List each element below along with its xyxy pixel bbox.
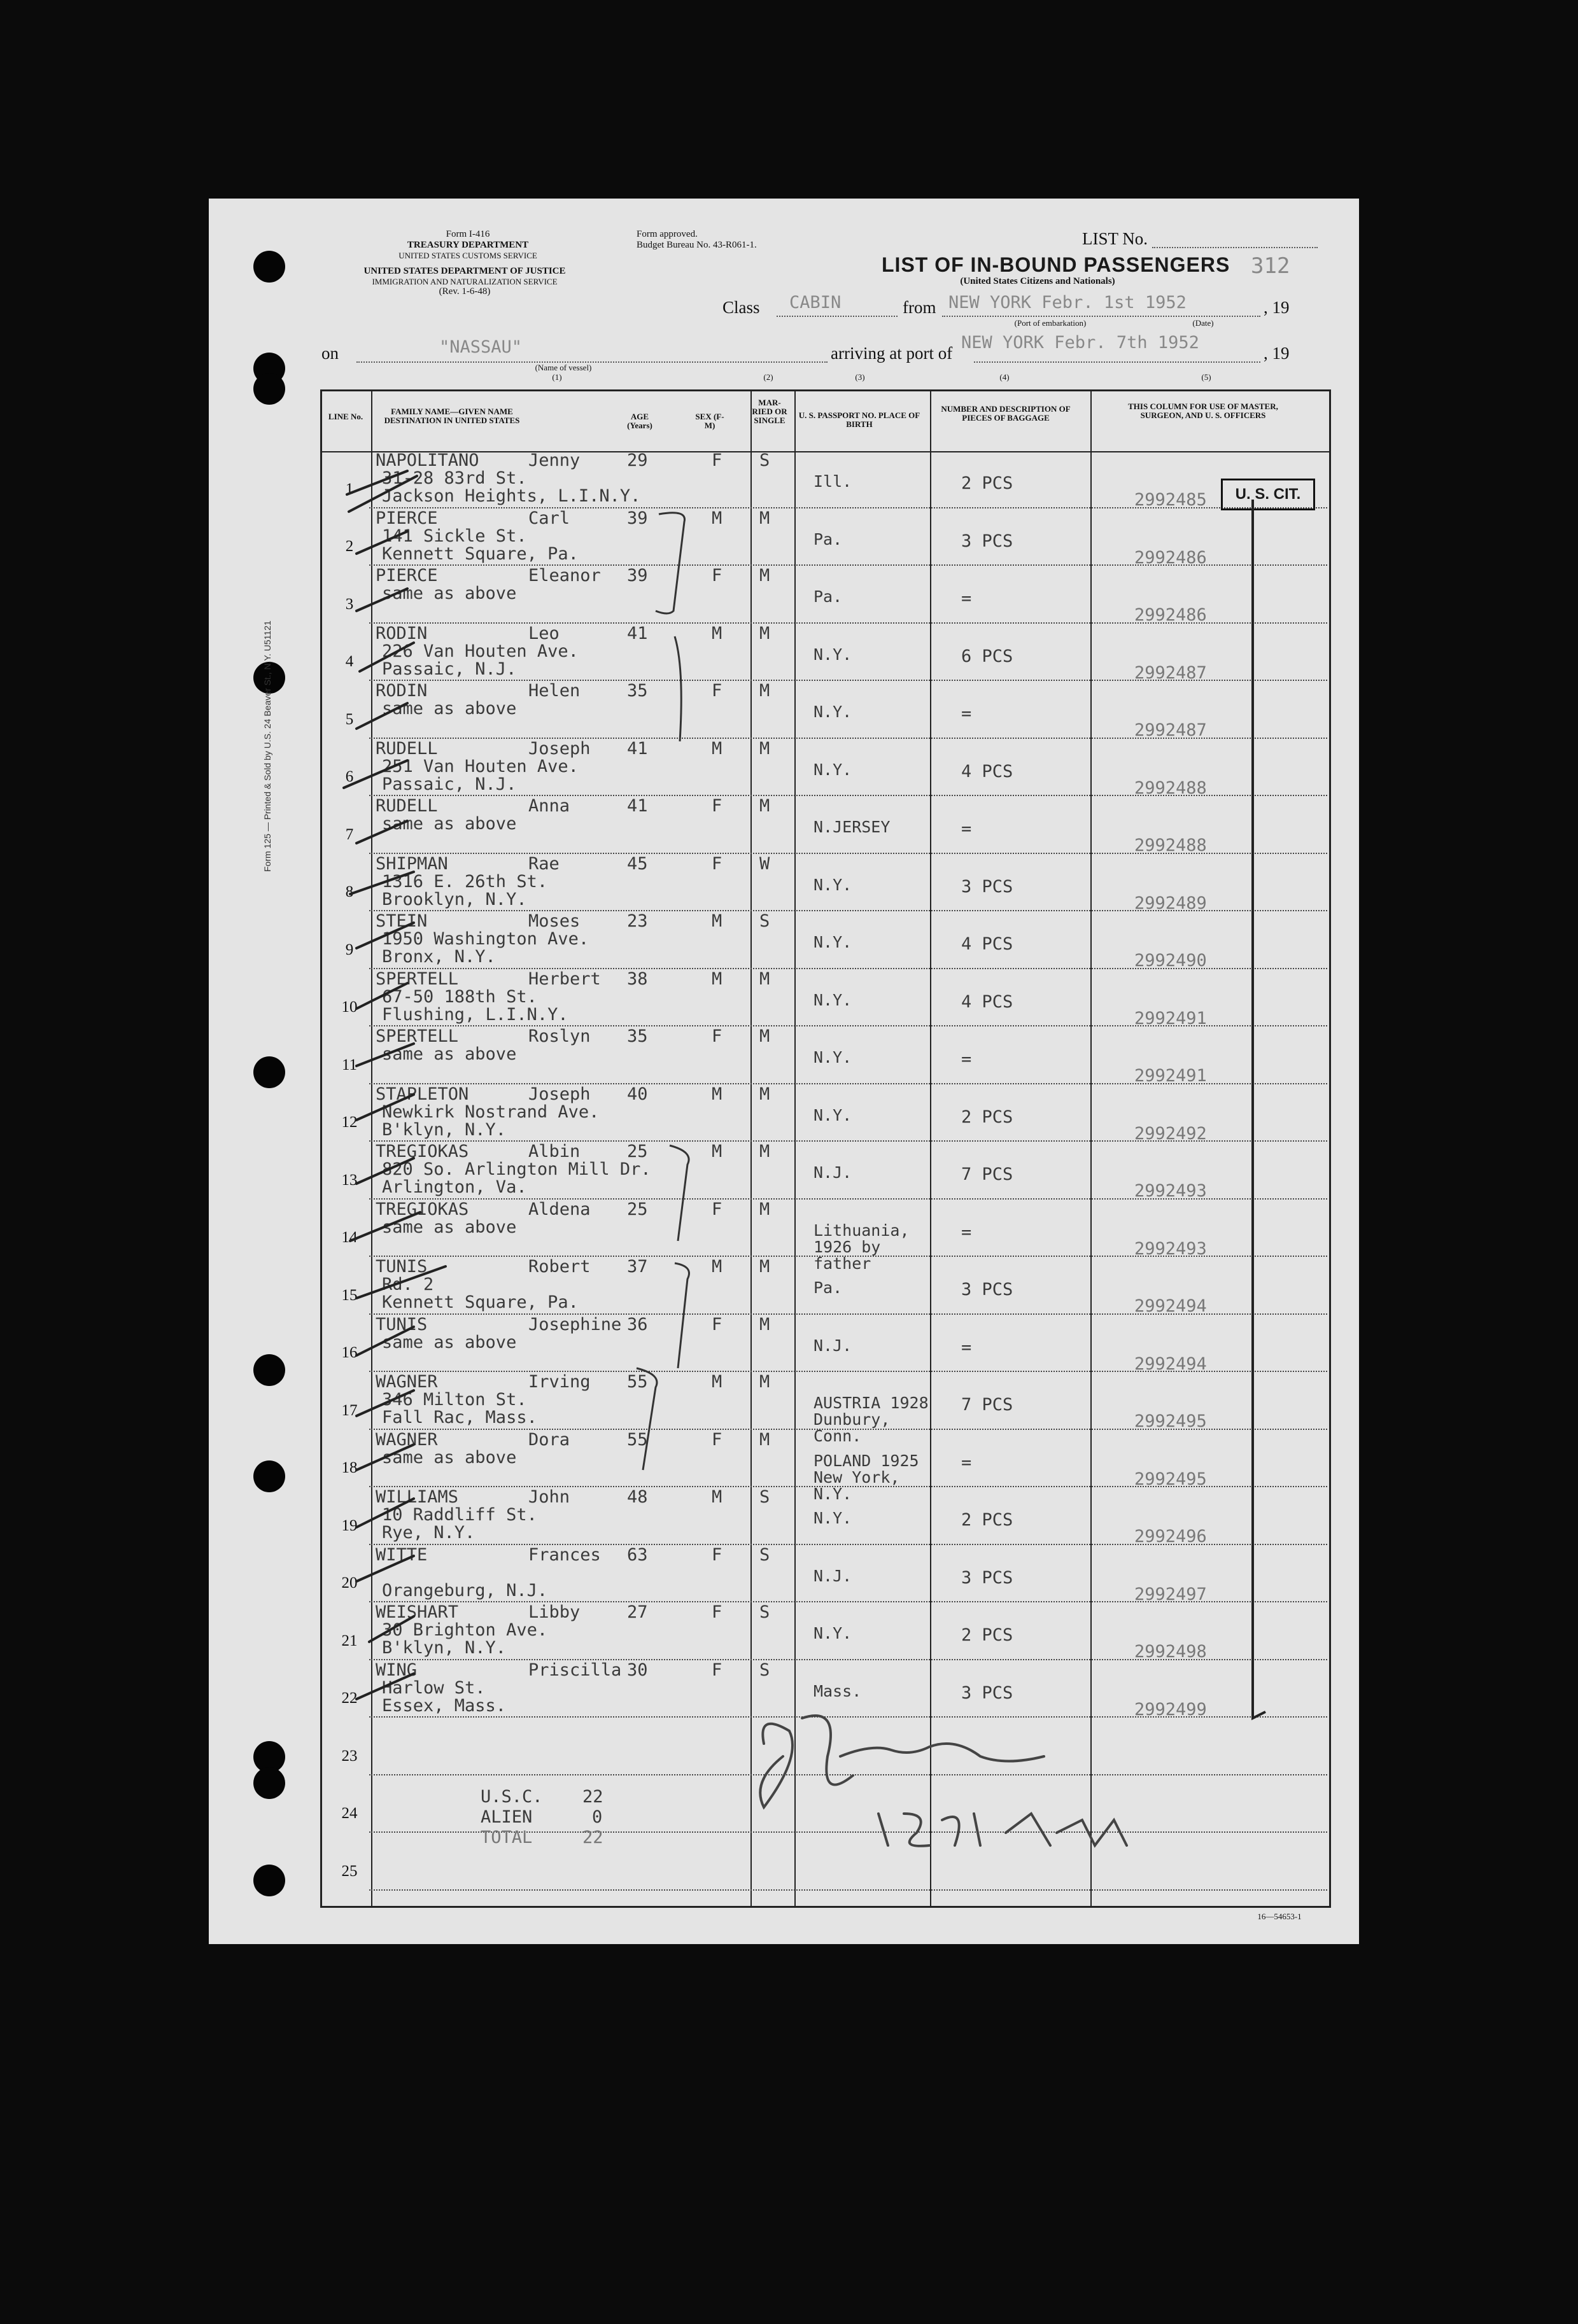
passenger-sex: M [712, 1142, 722, 1161]
passenger-family-name: NAPOLITANO [376, 451, 479, 470]
passenger-baggage: = [961, 1337, 972, 1357]
passenger-birthplace: Pa. [814, 587, 843, 606]
list-number: 312 [1251, 253, 1290, 279]
passenger-address-line1: 226 Van Houten Ave. [382, 641, 579, 661]
col-passport: U. S. PASSPORT NO. PLACE OF BIRTH [798, 410, 920, 429]
revision: (Rev. 1-6-48) [439, 286, 491, 297]
line-number: 12 [341, 1114, 358, 1131]
passenger-given-name: Aldena [528, 1199, 591, 1219]
passenger-marital-status: W [759, 853, 770, 874]
passenger-number: 2992495 [1134, 1469, 1207, 1489]
line-number: 5 [345, 710, 354, 728]
passenger-given-name: Irving [528, 1372, 591, 1392]
passenger-baggage: 3 PCS [961, 531, 1013, 551]
footer-form-code: 16—54653-1 [1257, 1912, 1302, 1921]
passenger-number: 2992499 [1134, 1699, 1207, 1719]
passenger-age: 23 [627, 911, 648, 931]
passenger-marital-status: M [759, 681, 770, 701]
passenger-given-name: Josephine [528, 1314, 622, 1334]
passenger-marital-status: M [759, 1199, 770, 1219]
form-approved: Form approved. [637, 229, 698, 239]
passenger-age: 41 [627, 796, 648, 816]
col-baggage: NUMBER AND DESCRIPTION OF PIECES OF BAGGAGE [941, 404, 1071, 423]
passenger-address-line2: Orangeburg, N.J. [382, 1580, 548, 1600]
passenger-marital-status: M [759, 566, 770, 585]
passenger-sex: F [712, 1199, 722, 1219]
passenger-baggage: 2 PCS [961, 473, 1013, 493]
passenger-address-line1: 141 Sickle St. [382, 526, 527, 546]
passenger-birthplace: AUSTRIA 1928 Dunbury, Conn. [814, 1394, 929, 1445]
customs-service: UNITED STATES CUSTOMS SERVICE [398, 251, 537, 260]
passenger-age: 25 [627, 1199, 648, 1219]
passenger-number: 2992493 [1134, 1181, 1207, 1201]
list-no-label: LIST No. [1082, 229, 1148, 248]
passenger-birthplace: N.Y. [814, 760, 852, 779]
passenger-address-line1: same as above [382, 1332, 517, 1352]
passenger-marital-status: M [759, 1372, 770, 1392]
passenger-birthplace: N.Y. [814, 875, 852, 894]
passenger-age: 55 [627, 1372, 648, 1392]
passenger-family-name: SHIPMAN [376, 853, 448, 874]
passenger-family-name: WEISHART [376, 1602, 459, 1622]
passenger-marital-status: S [759, 1487, 770, 1507]
passenger-family-name: STAPLETON [376, 1084, 469, 1104]
treasury-dept: TREASURY DEPARTMENT [407, 240, 529, 250]
passenger-age: 45 [627, 853, 648, 874]
passenger-birthplace: N.Y. [814, 990, 852, 1009]
passenger-sex: F [712, 1544, 722, 1565]
passenger-address-line1: 1950 Washington Ave. [382, 929, 589, 949]
passenger-given-name: Dora [528, 1429, 570, 1450]
passenger-given-name: Eleanor [528, 566, 601, 585]
passenger-birthplace: N.J. [814, 1163, 852, 1182]
col-sex: SEX (F-M) [695, 412, 724, 430]
passenger-number: 2992491 [1134, 1008, 1207, 1028]
line-number: 19 [341, 1516, 358, 1534]
passenger-address-line2: Bronx, N.Y. [382, 947, 496, 967]
passenger-sex: M [712, 738, 722, 759]
passenger-marital-status: M [759, 623, 770, 643]
passenger-sex: M [712, 508, 722, 528]
passenger-address-line1: 1316 E. 26th St. [382, 871, 548, 892]
passenger-address-line2: Fall Rac, Mass. [382, 1408, 537, 1427]
line-number: 1 [345, 480, 354, 498]
passenger-address-line1: same as above [382, 1044, 517, 1064]
passenger-family-name: WING [376, 1660, 418, 1680]
passenger-family-name: STEIN [376, 911, 428, 931]
passenger-birthplace: Pa. [814, 529, 843, 549]
passenger-number: 2992497 [1134, 1584, 1207, 1604]
passenger-family-name: RODIN [376, 623, 428, 643]
line-number: 2 [345, 538, 354, 555]
passenger-age: 55 [627, 1429, 648, 1450]
passenger-address-line2: Kennett Square, Pa. [382, 543, 579, 564]
line-number: 22 [341, 1690, 358, 1707]
passenger-sex: M [712, 1487, 722, 1507]
passenger-age: 25 [627, 1142, 648, 1161]
passenger-family-name: RUDELL [376, 738, 438, 759]
passenger-family-name: WAGNER [376, 1372, 438, 1392]
total-alien-value: 0 [592, 1807, 603, 1827]
budget-bureau: Budget Bureau No. 43-R061-1. [637, 240, 757, 250]
page-title: LIST OF IN-BOUND PASSENGERS [882, 253, 1230, 276]
passenger-family-name: WITTE [376, 1544, 428, 1565]
vessel-note: (Name of vessel) [535, 363, 592, 372]
passenger-age: 39 [627, 566, 648, 585]
passenger-marital-status: M [759, 508, 770, 528]
line-number: 21 [341, 1632, 358, 1649]
passenger-birthplace: N.Y. [814, 703, 852, 721]
passenger-baggage: 4 PCS [961, 761, 1013, 781]
passenger-marital-status: M [759, 1026, 770, 1046]
passenger-baggage: 7 PCS [961, 1165, 1013, 1184]
passenger-baggage: = [961, 704, 972, 724]
passenger-age: 36 [627, 1314, 648, 1334]
passenger-sex: M [712, 911, 722, 931]
passenger-number: 2992494 [1134, 1296, 1207, 1316]
passenger-baggage: 3 PCS [961, 1683, 1013, 1703]
passenger-sex: F [712, 1314, 722, 1334]
passenger-sex: F [712, 796, 722, 816]
line-number: 10 [341, 998, 358, 1016]
passenger-address-line2: Essex, Mass. [382, 1695, 507, 1716]
passenger-sex: M [712, 969, 722, 989]
passenger-number: 2992489 [1134, 893, 1207, 913]
passenger-address-line1: 251 Van Houten Ave. [382, 756, 579, 776]
class-value: CABIN [789, 293, 842, 312]
passenger-family-name: WILLIAMS [376, 1487, 459, 1507]
passenger-birthplace: POLAND 1925 New York, N.Y. [814, 1451, 919, 1503]
passenger-address-line2: Brooklyn, N.Y. [382, 889, 527, 909]
date-note: (Date) [1192, 318, 1214, 328]
passenger-birthplace: N.Y. [814, 1048, 852, 1067]
passenger-address-line1: 67-50 188th St. [382, 986, 537, 1007]
passenger-age: 40 [627, 1084, 648, 1104]
passenger-address-line1: 820 So. Arlington Mill Dr. [382, 1159, 651, 1179]
us-citizen-stamp: U. S. CIT. [1221, 479, 1315, 510]
passenger-age: 48 [627, 1487, 648, 1507]
passenger-given-name: Jenny [528, 451, 581, 470]
passenger-sex: F [712, 1429, 722, 1450]
line-number: 8 [345, 883, 354, 900]
passenger-baggage: 2 PCS [961, 1510, 1013, 1530]
passenger-address-line2: Flushing, L.I.N.Y. [382, 1004, 568, 1025]
passenger-address-line1: same as above [382, 1217, 517, 1237]
passenger-sex: F [712, 853, 722, 874]
passenger-age: 27 [627, 1602, 648, 1622]
passenger-marital-status: M [759, 969, 770, 989]
line-number: 16 [341, 1344, 358, 1361]
line-number: 7 [345, 825, 354, 843]
passenger-family-name: TREGIOKAS [376, 1199, 469, 1219]
col-name: FAMILY NAME—GIVEN NAME DESTINATION IN UNITED STATES [384, 407, 520, 425]
passenger-age: 29 [627, 451, 648, 470]
passenger-baggage: 2 PCS [961, 1625, 1013, 1645]
col-married: MAR-RIED OR SINGLE [752, 398, 787, 425]
line-number: 6 [345, 768, 354, 785]
passenger-marital-status: S [759, 1602, 770, 1622]
from-value: NEW YORK Febr. 1st 1952 [948, 293, 1187, 312]
passenger-age: 39 [627, 508, 648, 528]
passenger-family-name: TUNIS [376, 1314, 428, 1334]
passenger-sex: M [712, 1372, 722, 1392]
arrival-value: NEW YORK Febr. 7th 1952 [961, 333, 1199, 353]
line-number: 18 [341, 1459, 358, 1476]
passenger-address-line1: 30 Brighton Ave. [382, 1620, 548, 1640]
margin-printer-note: Form 125 — Printed & Sold by U.S. 24 Beaver St., N.Y. U51121 [262, 620, 272, 872]
justice-dept: UNITED STATES DEPARTMENT OF JUSTICE [363, 266, 566, 276]
passenger-marital-status: M [759, 738, 770, 759]
passenger-birthplace: N.Y. [814, 933, 852, 951]
passenger-birthplace: N.Y. [814, 1509, 852, 1527]
bracket-marks [637, 513, 689, 1470]
passenger-address-line2: B'klyn, N.Y. [382, 1119, 507, 1140]
passenger-address-line2: Passaic, N.J. [382, 659, 517, 679]
passenger-age: 35 [627, 1026, 648, 1046]
passenger-age: 30 [627, 1660, 648, 1680]
passenger-baggage: = [961, 1452, 972, 1473]
line-number: 4 [345, 653, 354, 670]
total-alien-label: ALIEN [481, 1807, 533, 1827]
passenger-address-line2: Rye, N.Y. [382, 1523, 476, 1543]
line-number: 3 [345, 595, 354, 613]
passenger-address-line1: same as above [382, 584, 517, 603]
passenger-sex: M [712, 1257, 722, 1277]
passenger-address-line1: same as above [382, 814, 517, 834]
passenger-marital-status: M [759, 796, 770, 816]
port-embark-note: (Port of embarkation) [1014, 318, 1087, 328]
passenger-number: 2992488 [1134, 778, 1207, 798]
from-year: , 19 [1264, 298, 1290, 317]
passenger-family-name: SPERTELL [376, 969, 459, 989]
passenger-birthplace: Mass. [814, 1681, 862, 1700]
total-value: 22 [582, 1828, 603, 1847]
passenger-marital-status: S [759, 451, 770, 470]
passenger-baggage: = [961, 1222, 972, 1242]
passenger-family-name: WAGNER [376, 1429, 438, 1450]
passenger-sex: F [712, 1026, 722, 1046]
passenger-birthplace: Lithuania, 1926 by father [814, 1221, 910, 1273]
passenger-address-line2: Kennett Square, Pa. [382, 1292, 579, 1312]
passenger-baggage: 7 PCS [961, 1395, 1013, 1415]
col-number-4: (4) [999, 372, 1010, 382]
passenger-address-line1: Newkirk Nostrand Ave. [382, 1102, 600, 1122]
class-label: Class [722, 298, 760, 317]
line-number: 25 [341, 1862, 358, 1880]
arriving-label: arriving at port of [831, 344, 953, 363]
col-line-no: LINE No. [328, 412, 363, 421]
passenger-age: 41 [627, 623, 648, 643]
passenger-address-line1: same as above [382, 1447, 517, 1467]
passenger-address-line1: Rd. 2 [382, 1275, 434, 1294]
col-number-5: (5) [1201, 372, 1211, 382]
passenger-number: 2992493 [1134, 1238, 1207, 1259]
passenger-given-name: John [528, 1487, 570, 1507]
passenger-sex: F [712, 681, 722, 701]
passenger-marital-status: M [759, 1084, 770, 1104]
passenger-number: 2992491 [1134, 1066, 1207, 1086]
passenger-address-line1: 10 Raddliff St. [382, 1505, 537, 1525]
passenger-baggage: = [961, 819, 972, 839]
passenger-baggage: = [961, 589, 972, 608]
passenger-address-line2: Jackson Heights, L.I.N.Y. [382, 486, 641, 506]
passenger-birthplace: N.J. [814, 1566, 852, 1585]
passenger-number: 2992498 [1134, 1642, 1207, 1662]
passenger-marital-status: M [759, 1142, 770, 1161]
passenger-marital-status: M [759, 1257, 770, 1277]
passenger-age: 37 [627, 1257, 648, 1277]
passenger-given-name: Herbert [528, 969, 601, 989]
passenger-baggage: 4 PCS [961, 934, 1013, 954]
passenger-address-line1: same as above [382, 699, 517, 718]
passenger-number: 2992492 [1134, 1123, 1207, 1144]
passenger-number: 2992488 [1134, 836, 1207, 855]
col-number-2: (2) [763, 372, 773, 382]
passenger-given-name: Frances [528, 1544, 601, 1565]
total-usc-label: U.S.C. [481, 1787, 543, 1807]
passenger-baggage: 6 PCS [961, 646, 1013, 666]
passenger-baggage: 3 PCS [961, 1567, 1013, 1588]
passenger-given-name: Albin [528, 1142, 581, 1161]
passenger-marital-status: S [759, 911, 770, 931]
on-label: on [321, 344, 339, 363]
col-number-3: (3) [855, 372, 865, 382]
passenger-given-name: Carl [528, 508, 570, 528]
line-number: 13 [341, 1171, 358, 1189]
passenger-given-name: Anna [528, 796, 570, 816]
line-number: 15 [341, 1286, 358, 1304]
passenger-address-line1: 31-28 83rd St. [382, 468, 527, 488]
passenger-family-name: RODIN [376, 681, 428, 701]
passenger-number: 2992494 [1134, 1354, 1207, 1374]
passenger-baggage: = [961, 1049, 972, 1069]
col-officers: THIS COLUMN FOR USE OF MASTER, SURGEON, AND U. S. OFFICERS [1128, 402, 1278, 420]
passenger-sex: F [712, 1660, 722, 1680]
passenger-birthplace: N.JERSEY [814, 818, 891, 836]
passenger-family-name: RUDELL [376, 796, 438, 816]
passenger-family-name: TREGIOKAS [376, 1142, 469, 1161]
passenger-number: 2992486 [1134, 547, 1207, 568]
passenger-age: 63 [627, 1544, 648, 1565]
passenger-baggage: 3 PCS [961, 876, 1013, 897]
passenger-address-line2: Passaic, N.J. [382, 774, 517, 794]
signature [760, 1716, 1127, 1846]
line-number: 17 [341, 1401, 358, 1419]
vessel-name: "NASSAU" [439, 337, 523, 357]
passenger-given-name: Roslyn [528, 1026, 591, 1046]
passenger-given-name: Leo [528, 623, 560, 643]
passenger-family-name: PIERCE [376, 508, 438, 528]
passenger-family-name: SPERTELL [376, 1026, 459, 1046]
passenger-family-name: PIERCE [376, 566, 438, 585]
col-number-1: (1) [552, 372, 562, 382]
tick-marks [344, 471, 446, 1699]
passenger-given-name: Rae [528, 853, 560, 874]
passenger-given-name: Robert [528, 1257, 591, 1277]
line-number: 14 [341, 1229, 358, 1246]
passenger-given-name: Moses [528, 911, 581, 931]
passenger-sex: F [712, 1602, 722, 1622]
passenger-address-line1: Harlow St. [382, 1677, 486, 1698]
line-number: 11 [341, 1056, 358, 1074]
passenger-marital-status: M [759, 1314, 770, 1334]
passenger-address-line2: Arlington, Va. [382, 1177, 527, 1197]
passenger-family-name: TUNIS [376, 1257, 428, 1277]
line-number: 23 [341, 1747, 358, 1765]
col-age: AGE (Years) [627, 412, 652, 430]
passenger-given-name: Joseph [528, 1084, 591, 1104]
passenger-baggage: 4 PCS [961, 991, 1013, 1012]
total-usc-value: 22 [582, 1787, 603, 1807]
passenger-age: 35 [627, 681, 648, 701]
passenger-birthplace: N.Y. [814, 1624, 852, 1642]
passenger-birthplace: N.Y. [814, 1105, 852, 1124]
form-number: Form I-416 [446, 229, 490, 239]
passenger-number: 2992495 [1134, 1411, 1207, 1431]
passenger-age: 41 [627, 738, 648, 759]
page-subtitle: (United States Citizens and Nationals) [960, 276, 1115, 286]
passenger-birthplace: Ill. [814, 472, 852, 491]
passenger-given-name: Priscilla [528, 1660, 622, 1680]
from-label: from [903, 298, 936, 317]
passenger-birthplace: N.Y. [814, 645, 852, 664]
total-label: TOTAL [481, 1828, 533, 1847]
passenger-number: 2992496 [1134, 1527, 1207, 1546]
passenger-birthplace: Pa. [814, 1278, 843, 1297]
passenger-sex: M [712, 623, 722, 643]
line-number: 9 [345, 941, 354, 958]
passenger-number: 2992485 [1134, 490, 1207, 510]
passenger-number: 2992490 [1134, 951, 1207, 970]
passenger-number: 2992486 [1134, 605, 1207, 625]
passenger-marital-status: S [759, 1544, 770, 1565]
passenger-baggage: 2 PCS [961, 1107, 1013, 1127]
passenger-age: 38 [627, 969, 648, 989]
passenger-given-name: Helen [528, 681, 581, 701]
passenger-given-name: Libby [528, 1602, 581, 1622]
passenger-sex: M [712, 1084, 722, 1104]
arrival-year: , 19 [1264, 344, 1290, 363]
line-number: 20 [341, 1574, 358, 1592]
line-number: 24 [341, 1805, 358, 1822]
citizen-bracket-line [1253, 500, 1265, 1718]
passenger-given-name: Joseph [528, 738, 591, 759]
passenger-sex: F [712, 451, 722, 470]
passenger-marital-status: S [759, 1660, 770, 1680]
passenger-sex: F [712, 566, 722, 585]
passenger-number: 2992487 [1134, 720, 1207, 740]
passenger-address-line1: 346 Milton St. [382, 1390, 527, 1410]
passenger-address-line2: B'klyn, N.Y. [382, 1638, 507, 1658]
passenger-marital-status: M [759, 1429, 770, 1450]
passenger-birthplace: N.J. [814, 1336, 852, 1355]
passenger-number: 2992487 [1134, 662, 1207, 683]
ins-service: IMMIGRATION AND NATURALIZATION SERVICE [372, 277, 558, 286]
passenger-baggage: 3 PCS [961, 1280, 1013, 1299]
